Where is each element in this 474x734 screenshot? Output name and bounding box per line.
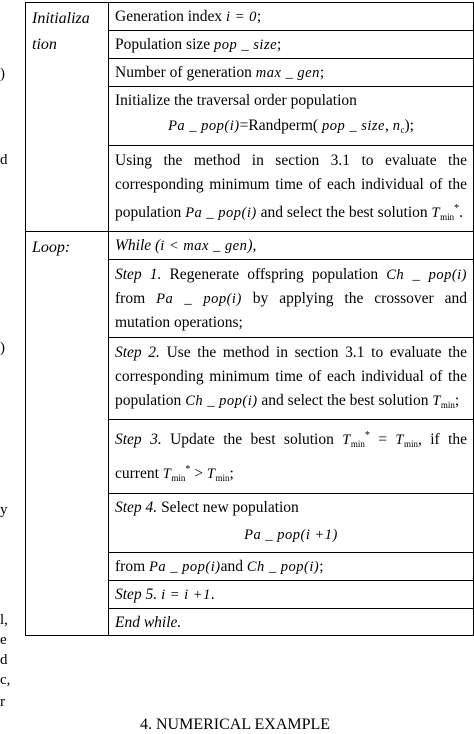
edge-fragment: e <box>0 632 7 648</box>
edge-fragment: d <box>0 652 8 668</box>
loop-while: While (i < max _ gen), <box>109 232 473 260</box>
initialization-body <box>109 3 474 232</box>
init-generation-index: Generation index i = 0; <box>109 3 473 31</box>
loop-step-1: Step 1. Regenerate offspring population Ch _ pop(i) from Pa _ pop(i) by applying the crossover and mutation operations; <box>109 260 473 338</box>
loop-step-4: Step 4. Select new population Pa _ pop(i +1) <box>109 494 473 553</box>
initialization-label: Initializa tion <box>32 10 90 53</box>
algorithm-table <box>25 2 474 636</box>
init-number-of-generation: Number of generation max _ gen; <box>109 59 473 87</box>
edge-fragment: l, <box>0 612 8 628</box>
section-heading: 4. NUMERICAL EXAMPLE <box>140 716 331 733</box>
loop-label-cell <box>26 232 109 636</box>
loop-step-5: Step 5. i = i +1. <box>109 581 473 609</box>
loop-step-4-from: from Pa _ pop(i)and Ch _ pop(i); <box>109 553 473 581</box>
initialization-row <box>26 3 474 232</box>
init-evaluate-text: Using the method in section 3.1 to evaluate the corresponding minimum time of each individual of the population Pa _ pop(i) and select the best solution $T_{min}^*$. <box>115 152 467 222</box>
edge-fragment: ) <box>0 340 5 356</box>
loop-step-2: Step 2. Use the method in section 3.1 to evaluate the corresponding minimum time of each individual of the population Ch _ pop(i) and select the best solution $T_{min}$; <box>109 338 473 420</box>
edge-fragment: y <box>0 502 8 518</box>
loop-step-3: Step 3. Update the best solution $T_{min}^* = T_{min}$, if the current $T_{min}^* > T_{min}$; <box>109 420 473 494</box>
loop-label: Loop: <box>32 239 71 256</box>
initialization-label-cell <box>26 3 109 232</box>
edge-fragment: c, <box>0 672 11 688</box>
step4-formula: Pa _ pop(i +1) <box>244 527 338 543</box>
edge-fragment: ) <box>0 66 5 82</box>
loop-body <box>109 232 474 636</box>
randperm-formula: Pa _ pop(i)=Randperm( pop _ size, $n_c$); <box>168 117 414 135</box>
init-population-size: Population size pop _ size; <box>109 31 473 59</box>
edge-fragment: d <box>0 152 8 168</box>
loop-end-while: End while. <box>115 614 182 631</box>
init-population-block: Initialize the traversal order population Pa _ pop(i)=Randperm( pop _ size, $n_c$); <box>109 87 473 146</box>
edge-fragment: r <box>0 694 5 710</box>
loop-row <box>26 232 474 636</box>
